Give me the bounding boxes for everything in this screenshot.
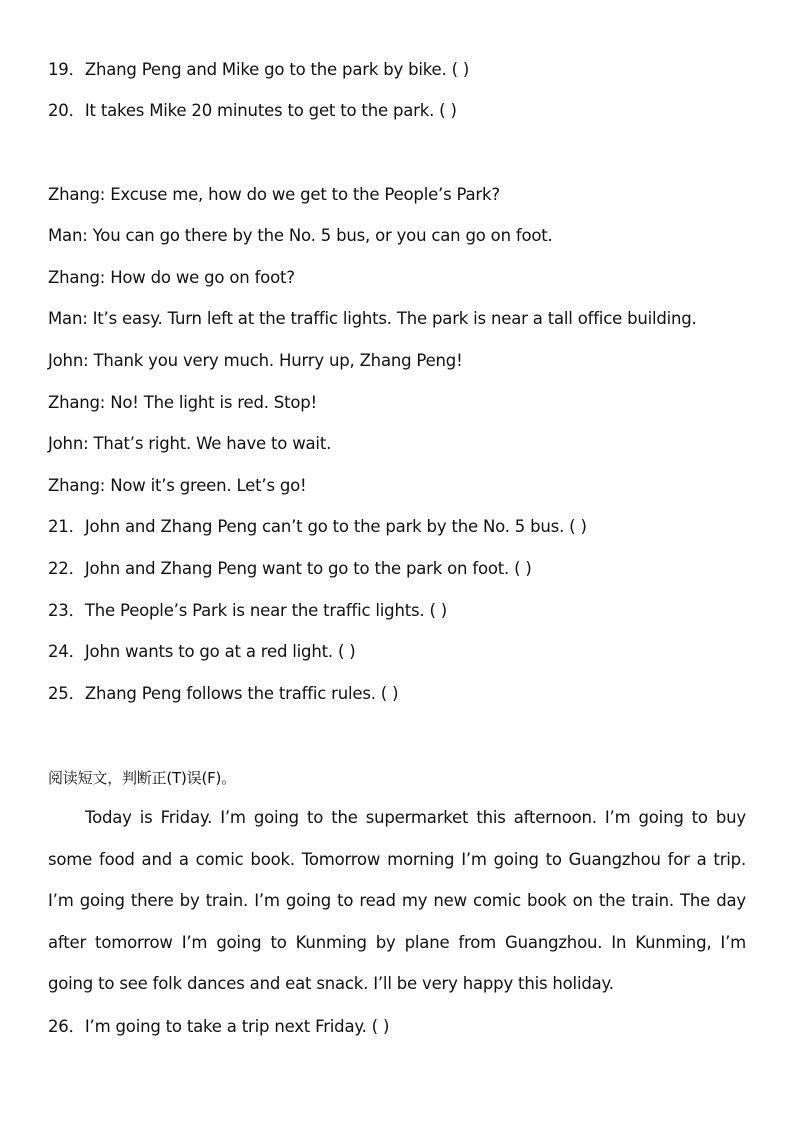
- dialogue-line-6: Zhang: No! The light is red. Stop!: [48, 393, 317, 412]
- reading-passage-text: Today is Friday. I’m going to the supermarket this afternoon. I’m going to buy some food and a comic book. Tomorrow morning I’m going to Guangzhou for a trip. I’m going there by train. I’m going to read my new comic book on the train. The day after tomorrow I’m going to Kunming by plane from Guangzhou. In Kunming, I’m going to see folk dances and eat snack. I’ll be very happy this holiday.: [48, 808, 746, 993]
- dialogue-line-7: John: That’s right. We have to wait.: [48, 434, 332, 453]
- dialogue-line-1: Zhang: Excuse me, how do we get to the People’s Park?: [48, 185, 500, 204]
- dialogue-line-5: John: Thank you very much. Hurry up, Zhang Peng!: [48, 351, 463, 370]
- dialogue-line-3: Zhang: How do we go on foot?: [48, 268, 295, 287]
- dialogue-line-4: Man: It’s easy. Turn left at the traffic lights. The park is near a tall office building.: [48, 309, 697, 328]
- reading-passage: [48, 797, 746, 1005]
- question-20: 20．It takes Mike 20 minutes to get to the park. ( ): [48, 101, 457, 120]
- question-24: 24．John wants to go at a red light. ( ): [48, 642, 356, 661]
- question-21: 21．John and Zhang Peng can’t go to the park by the No. 5 bus. ( ): [48, 517, 587, 536]
- question-26: 26．I’m going to take a trip next Friday. ( ): [48, 1017, 390, 1036]
- reading-instruction: 阅读短文，判断正(T)误(F)。: [48, 769, 236, 787]
- question-23: 23．The People’s Park is near the traffic lights. ( ): [48, 601, 447, 620]
- dialogue-line-8: Zhang: Now it’s green. Let’s go!: [48, 476, 307, 495]
- question-19: 19．Zhang Peng and Mike go to the park by bike. ( ): [48, 60, 470, 79]
- question-25: 25．Zhang Peng follows the traffic rules. ( ): [48, 684, 399, 703]
- dialogue-line-2: Man: You can go there by the No. 5 bus, or you can go on foot.: [48, 226, 553, 245]
- question-22: 22．John and Zhang Peng want to go to the park on foot. ( ): [48, 559, 532, 578]
